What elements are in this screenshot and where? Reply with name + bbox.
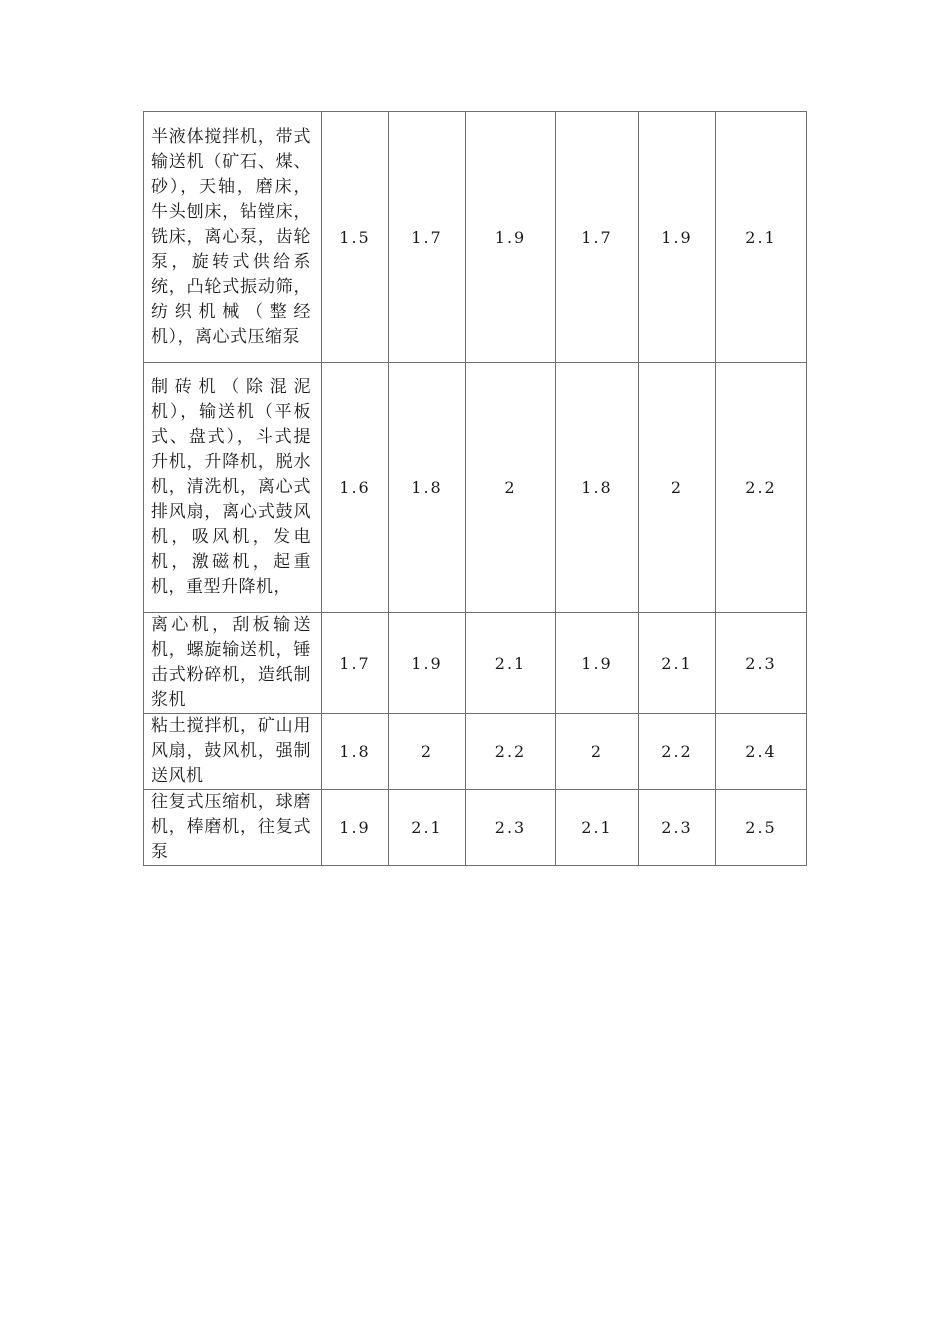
factor-cell: 1.9 <box>639 112 716 363</box>
factor-cell: 2 <box>639 363 716 613</box>
factor-cell: 1.8 <box>322 714 389 790</box>
factor-cell: 2 <box>556 714 639 790</box>
factor-cell: 1.9 <box>556 613 639 714</box>
factor-cell: 2 <box>466 363 556 613</box>
factor-cell: 1.7 <box>322 613 389 714</box>
factor-cell: 1.9 <box>466 112 556 363</box>
factor-cell: 1.8 <box>556 363 639 613</box>
factor-cell: 2.3 <box>716 613 807 714</box>
table-row <box>144 112 807 363</box>
factor-cell: 1.6 <box>322 363 389 613</box>
table-row <box>144 714 807 790</box>
factor-cell: 1.5 <box>322 112 389 363</box>
factor-cell: 2.1 <box>389 790 466 866</box>
factor-cell: 2.3 <box>639 790 716 866</box>
table-row <box>144 790 807 866</box>
factor-cell: 1.7 <box>556 112 639 363</box>
factor-cell: 2.1 <box>556 790 639 866</box>
factor-cell: 2.1 <box>716 112 807 363</box>
factor-cell: 2.2 <box>466 714 556 790</box>
machine-description-cell: 制砖机（除混泥机），输送机（平板式、盘式），斗式提升机，升降机，脱水机，清洗机，离心式排风扇，离心式鼓风机，吸风机，发电机，激磁机，起重机，重型升降机， <box>144 363 322 613</box>
factor-cell: 2.3 <box>466 790 556 866</box>
factor-cell: 1.8 <box>389 363 466 613</box>
factor-cell: 2.2 <box>639 714 716 790</box>
factor-cell: 1.9 <box>322 790 389 866</box>
machine-description-cell: 离心机，刮板输送机，螺旋输送机，锤击式粉碎机，造纸制浆机 <box>144 613 322 714</box>
factor-cell: 2 <box>389 714 466 790</box>
service-factor-table <box>143 111 807 866</box>
factor-cell: 2.2 <box>716 363 807 613</box>
table-row <box>144 613 807 714</box>
factor-cell: 1.7 <box>389 112 466 363</box>
machine-description-cell: 粘土搅拌机，矿山用风扇，鼓风机，强制送风机 <box>144 714 322 790</box>
factor-cell: 1.9 <box>389 613 466 714</box>
factor-cell: 2.1 <box>466 613 556 714</box>
factor-cell: 2.5 <box>716 790 807 866</box>
machine-description-cell: 往复式压缩机，球磨机，棒磨机，往复式泵 <box>144 790 322 866</box>
table-row <box>144 363 807 613</box>
machine-description-cell: 半液体搅拌机，带式输送机（矿石、煤、砂），天轴，磨床，牛头刨床，钻镗床，铣床，离心泵，齿轮泵，旋转式供给系统，凸轮式振动筛，纺织机械（整经机），离心式压缩泵 <box>144 112 322 363</box>
factor-cell: 2.4 <box>716 714 807 790</box>
factor-cell: 2.1 <box>639 613 716 714</box>
